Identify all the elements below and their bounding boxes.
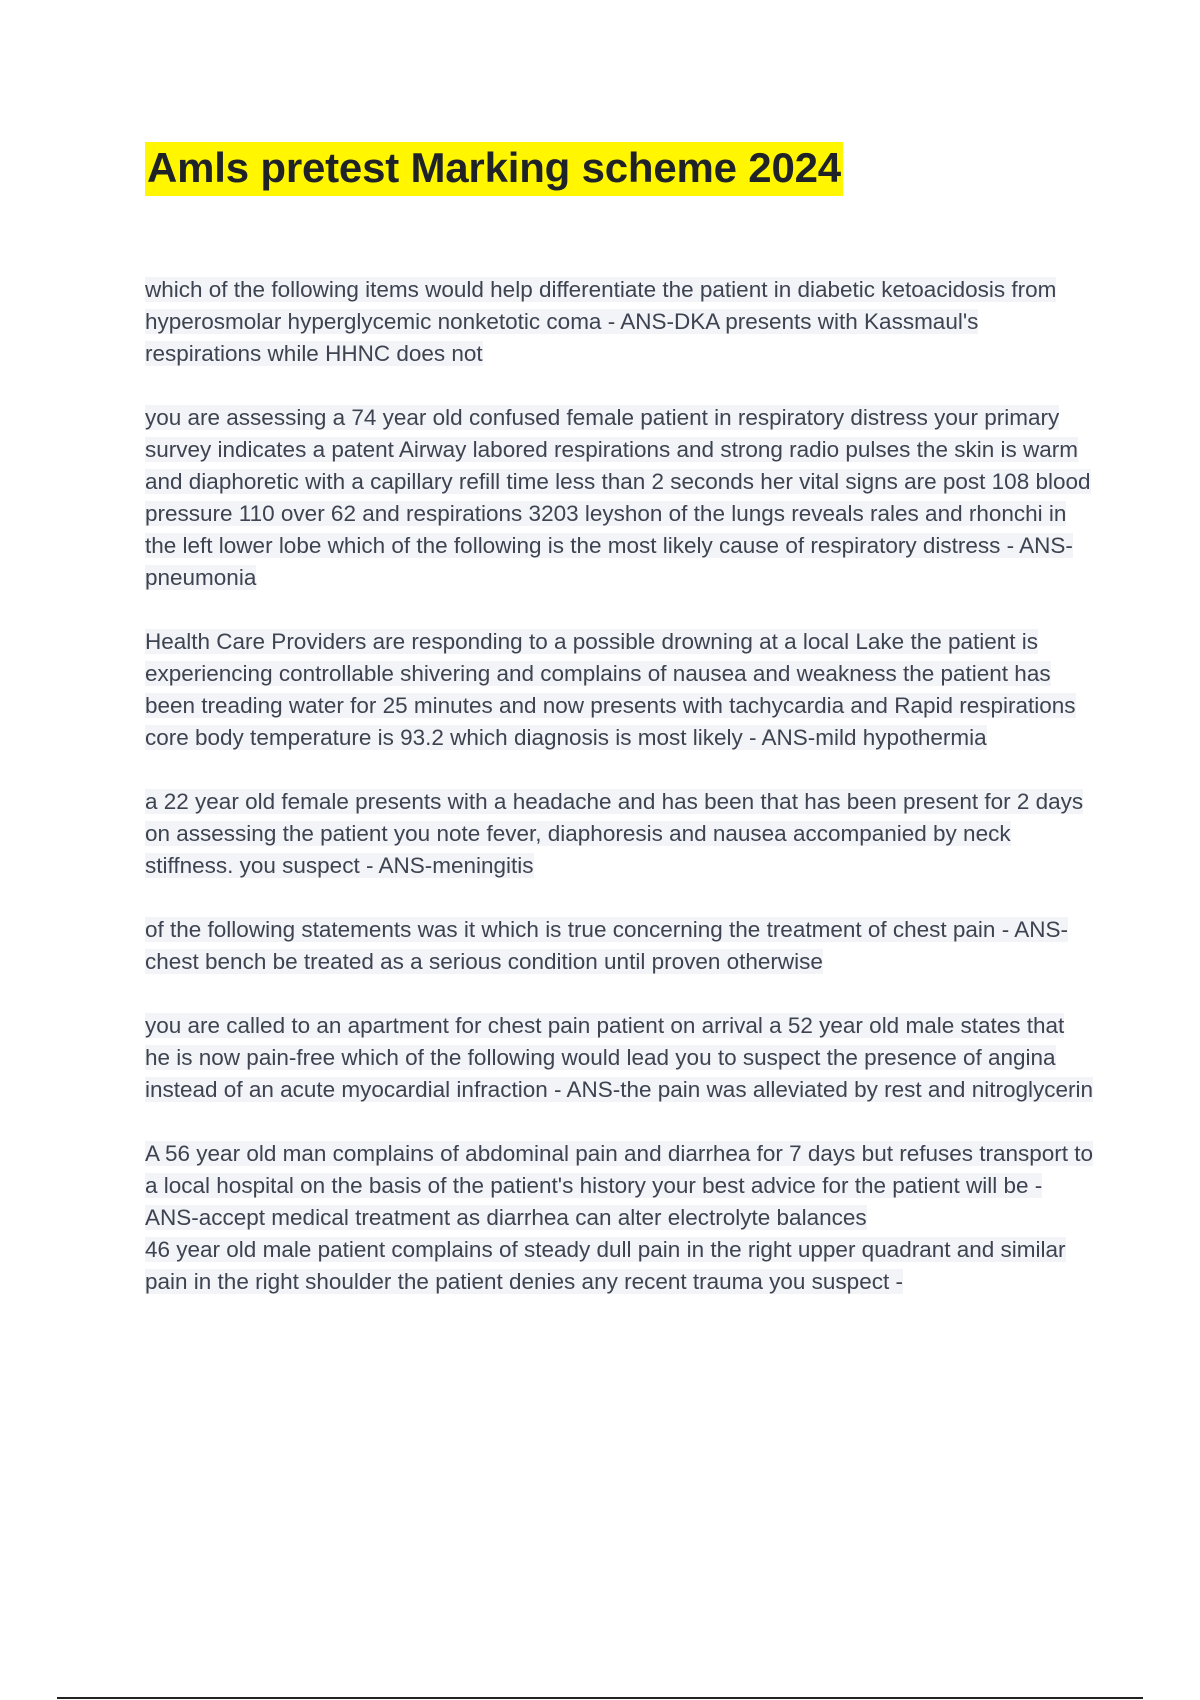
question-text: you are assessing a 74 year old confused female patient in respiratory distress your primary survey indicates a patent Airway labored respirations and strong radio pulses the skin is warm and diaphoretic with a capillary refill time less than 2 seconds her vital signs are post 108 blood pressure 110 over 62 and respirations 3203 leyshon of the lungs reveals rales and rhonchi in the left lower lobe which of the following is the most likely cause of respiratory distress - ANS-pneumonia: [145, 405, 1091, 590]
question-item-3: [145, 626, 1095, 754]
question-text: which of the following items would help differentiate the patient in diabetic ketoacidosis from hyperosmolar hyperglycemic nonketotic coma - ANS-DKA presents with Kassmaul's respirations while HHNC does not: [145, 277, 1057, 366]
question-item-8: [145, 1234, 1095, 1298]
document-title: Amls pretest Marking scheme 2024: [145, 142, 843, 196]
question-item-6: [145, 1010, 1095, 1106]
question-item-4: [145, 786, 1095, 882]
question-list: [145, 274, 1095, 1298]
question-text: Health Care Providers are responding to a possible drowning at a local Lake the patient is experiencing controllable shivering and complains of nausea and weakness the patient has been treading water for 25 minutes and now presents with tachycardia and Rapid respirations core body temperature is 93.2 which diagnosis is most likely - ANS-mild hypothermia: [145, 629, 1076, 750]
question-item-5: [145, 914, 1095, 978]
question-text: you are called to an apartment for chest pain patient on arrival a 52 year old male states that he is now pain-free which of the following would lead you to suspect the presence of angina instead of an acute myocardial infraction - ANS-the pain was alleviated by rest and nitroglycerin: [145, 1013, 1093, 1102]
question-item-1: [145, 274, 1095, 370]
question-text: 46 year old male patient complains of steady dull pain in the right upper quadrant and similar pain in the right shoulder the patient denies any recent trauma you suspect -: [145, 1237, 1066, 1294]
question-item-7: [145, 1138, 1095, 1234]
question-text: A 56 year old man complains of abdominal pain and diarrhea for 7 days but refuses transport to a local hospital on the basis of the patient's history your best advice for the patient will be - ANS-accept medical treatment as diarrhea can alter electrolyte balances: [145, 1141, 1094, 1230]
page-bottom-divider: [57, 1697, 1143, 1699]
question-text: of the following statements was it which is true concerning the treatment of chest pain - ANS-chest bench be treated as a serious condition until proven otherwise: [145, 917, 1068, 974]
question-text: a 22 year old female presents with a headache and has been that has been present for 2 days on assessing the patient you note fever, diaphoresis and nausea accompanied by neck stiffness. you suspect - ANS-meningitis: [145, 789, 1084, 878]
question-item-2: [145, 402, 1095, 594]
